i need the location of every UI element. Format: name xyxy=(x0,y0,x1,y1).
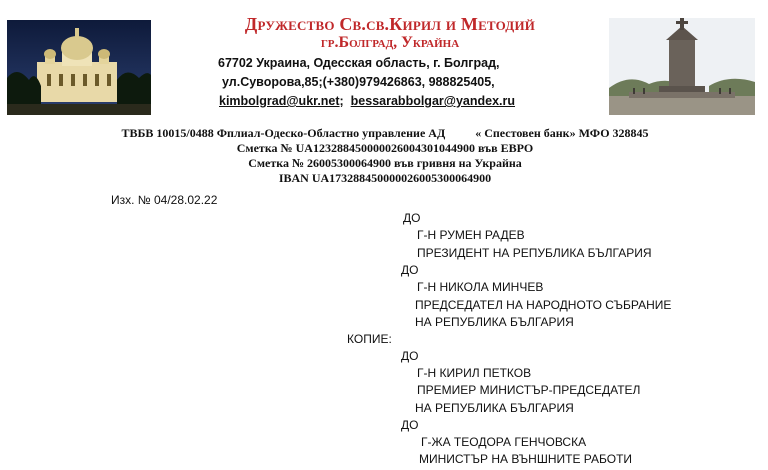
bank-line-1 xyxy=(40,126,730,141)
organization-name: Дружество Св.св.Кирил и Методий xyxy=(244,14,536,34)
bank-name-code: « Спестовен банк» МФО 328845 xyxy=(475,126,649,140)
recipient-name: Г-ЖА ТЕОДОРА ГЕНЧОВСКА xyxy=(421,435,587,449)
bank-account-eur: Сметка № UA123288450000026004301044900 във ЕВРО xyxy=(236,141,534,155)
reference-number: Изх. № 04/28.02.22 xyxy=(111,193,218,207)
email-link-1[interactable]: kimbolgrad@ukr.net xyxy=(219,94,340,108)
email-separator: ; xyxy=(339,94,344,108)
recipient-name: Г-Н НИКОЛА МИНЧЕВ xyxy=(417,280,544,294)
recipient-name: Г-Н КИРИЛ ПЕТКОВ xyxy=(417,366,532,380)
email-link-2[interactable]: bessarabbolgar@yandex.ru xyxy=(350,94,516,108)
recipient-title: НА РЕПУБЛИКА БЪЛГАРИЯ xyxy=(415,401,574,415)
recipient-title: ПРЕМИЕР МИНИСТЪР-ПРЕДСЕДАТЕЛ xyxy=(417,383,641,397)
recipient-title: МИНИСТЪР НА ВЪНШНИТЕ РАБОТИ xyxy=(419,452,633,466)
recipient-to-label: ДО xyxy=(403,211,421,225)
copy-label: КОПИЕ: xyxy=(347,332,392,346)
address-line-1: 67702 Украина, Одесская область, г. Болград, xyxy=(218,56,500,70)
bank-iban: IBAN UA173288450000026005300064900 xyxy=(278,171,492,185)
recipient-to-label: ДО xyxy=(401,349,419,363)
recipient-to-label: ДО xyxy=(401,418,419,432)
recipient-title: ПРЕДСЕДАТЕЛ НА НАРОДНОТО СЪБРАНИЕ xyxy=(415,298,672,312)
recipient-to-label: ДО xyxy=(401,263,419,277)
recipient-title: ПРЕЗИДЕНТ НА РЕПУБЛИКА БЪЛГАРИЯ xyxy=(417,246,652,260)
bank-branch: ТВБВ 10015/0488 Фплиал-Одеско-Областно управление АД xyxy=(121,126,446,140)
address-line-2: ул.Суворова,85;(+380)979426863, 988825405, xyxy=(222,75,495,89)
cathedral-photo xyxy=(7,20,151,115)
recipient-name: Г-Н РУМЕН РАДЕВ xyxy=(417,228,525,242)
recipient-title: НА РЕПУБЛИКА БЪЛГАРИЯ xyxy=(415,315,574,329)
bank-account-uah: Сметка № 26005300064900 във гривня на Украйна xyxy=(248,156,522,170)
email-line xyxy=(219,94,515,108)
organization-city: гр.Болград, Украйна xyxy=(320,34,460,51)
monument-photo xyxy=(609,18,755,115)
